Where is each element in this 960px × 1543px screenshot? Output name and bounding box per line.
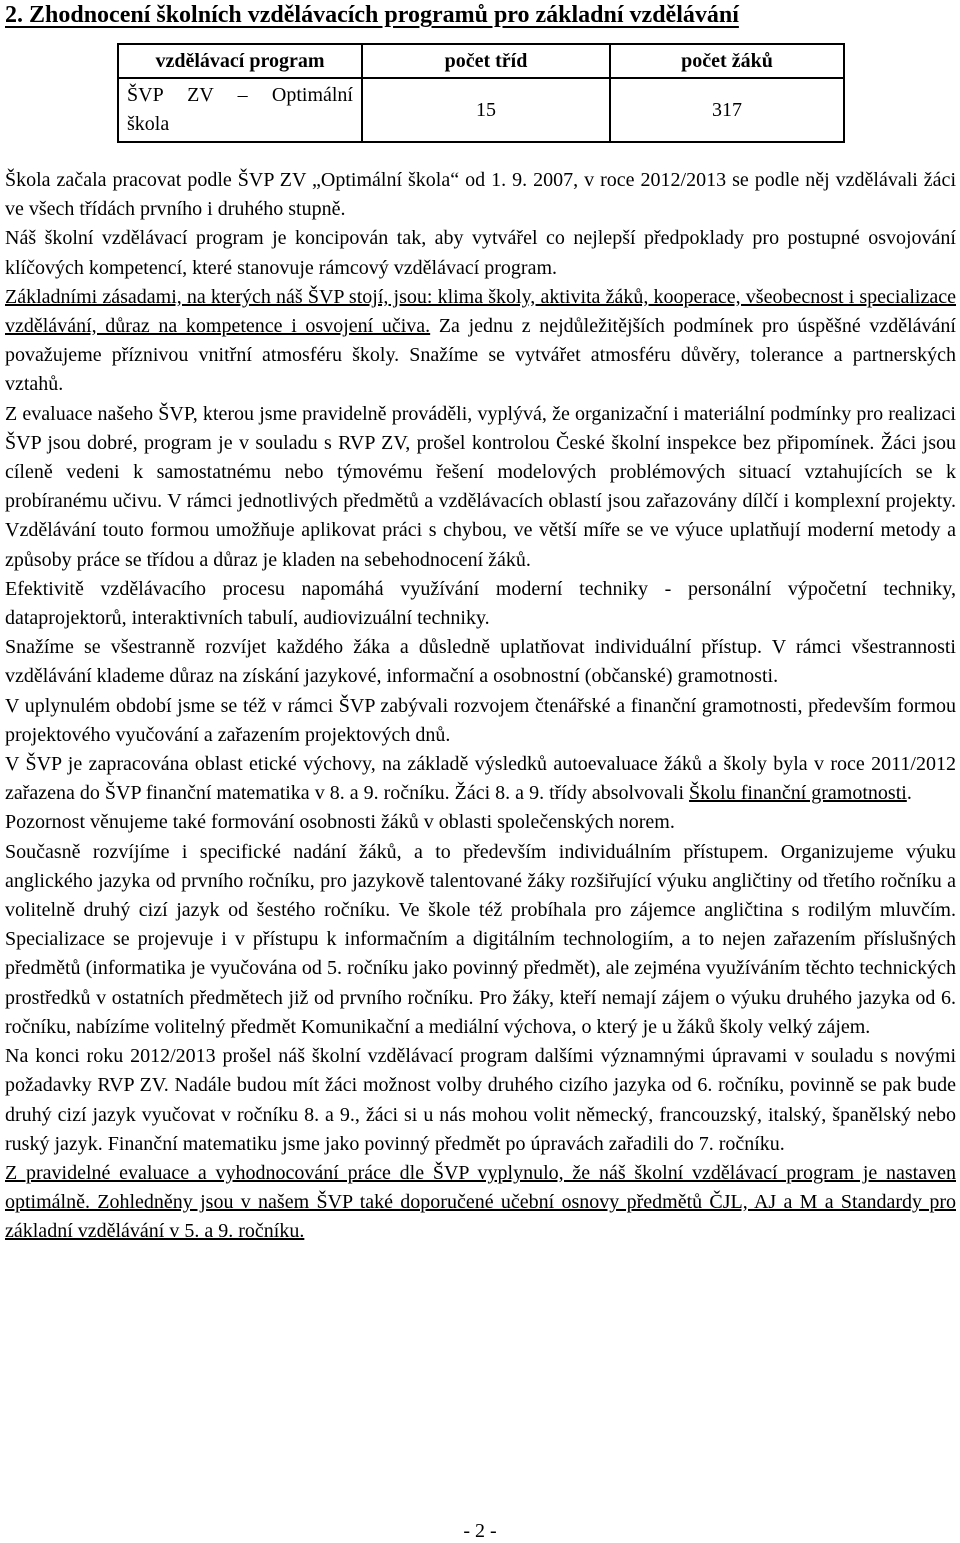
paragraph-specific-talent: Současně rozvíjíme i specifické nadání žáků, a to především individuálním přístupem. Organizujeme výuku anglického jazyka od prvního ročníku, pro jazykově talentované žáky rozšiřující výuku angličtiny od třetího ročníku a volitelně druhý cizí jazyk od šestého ročníku. Ve škole též probíhala pro zájemce angličtina s rodilým mluvčím. Specializace se projevuje i v přístupu k informačním a digitálním technologiím, a to nejen zařazením příslušných předmětů (informatika je vyučována od 5. ročníku jako povinný předmět), ale zejména využíváním těchto technických prostředků v ostatních předmětech již od prvního ročníku. Pro žáky, kteří nemají zájem o výuku druhého jazyka od 6. ročníku, nabízíme volitelný předmět Komunikační a mediální výchova, o který je u žáků školy velký zájem. — [5, 840, 956, 1038]
page-number: - 2 - — [463, 1520, 497, 1542]
classes-count: 15 — [362, 78, 610, 142]
paragraph-social-norms: Pozornost věnujeme také formování osobnosti žáků v oblasti společenských norem. — [5, 811, 675, 834]
paragraph-principles — [5, 283, 956, 400]
paragraph-conclusion: Z pravidelné evaluace a vyhodnocování práce dle ŠVP vyplynulo, že náš školní vzdělávací program je nastaven optimálně. Zohledněny jsou v našem ŠVP také doporučené učební osnovy předmětů ČJL, AJ a M a Standardy pro základní vzdělávání v 5. a 9. ročníku. — [5, 1161, 956, 1243]
paragraph-literacy: V uplynulém období jsme se též v rámci ŠVP zabývali rozvojem čtenářské a finanční gramotnosti, především formou projektového vyučování a zařazením projektových dnů. — [5, 694, 956, 746]
body-text — [5, 166, 956, 1247]
paragraph-start-date: Škola začala pracovat podle ŠVP ZV „Optimální škola“ od 1. 9. 2007, v roce 2012/2013 se podle něj vzdělávali žáci ve všech třídách prvního i druhého stupně. — [5, 169, 956, 221]
paragraph-program-concept: Náš školní vzdělávací program je koncipován tak, aby vytvářel co nejlepší předpoklady pro postupné osvojování klíčových kompetencí, které stanovuje rámcový vzdělávací program. — [5, 227, 956, 279]
paragraph-technology: Efektivitě vzdělávacího procesu napomáhá využívání moderní techniky - personální výpočetní techniky, dataprojektorů, interaktivních tabulí, audiovizuální techniky. — [5, 577, 956, 630]
ethics-end: . — [906, 782, 912, 805]
program-name-line1: ŠVP ZV – Optimální — [127, 84, 353, 106]
section-heading: 2. Zhodnocení školních vzdělávacích programů pro základní vzdělávání — [5, 2, 739, 28]
program-table — [117, 43, 845, 143]
program-name-cell — [118, 78, 362, 142]
header-program: vzdělávací program — [118, 44, 362, 78]
principles-rest: Za jednu z nejdůležitějších podmínek pro úspěšné vzdělávání považujeme příznivou vnitřní atmosféru školy. Snažíme se vytvářet atmosféru důvěry, tolerance a partnerských vztahů. — [5, 315, 956, 396]
header-pupils: počet žáků — [610, 44, 844, 78]
paragraph-ethics — [5, 750, 956, 808]
table-row — [118, 78, 844, 142]
financial-literacy-link[interactable]: Školu finanční gramotnosti — [689, 782, 907, 805]
table-header-row — [118, 44, 844, 78]
pupils-count: 317 — [610, 78, 844, 142]
ethics-text: V ŠVP je zapracována oblast etické výchovy, na základě výsledků autoevaluace žáků a školy byla v roce 2011/2012 zařazena do ŠVP finanční matematika v 8. a 9. ročníku. Žáci 8. a 9. třídy absolvovali — [5, 753, 956, 805]
principles-underlined: Základními zásadami, na kterých náš ŠVP stojí, jsou: klima školy, aktivita žáků, kooperace, všeobecnost i specializace vzdělávání, důraz na kompetence i osvojení učiva. — [5, 285, 956, 338]
header-classes: počet tříd — [362, 44, 610, 78]
program-name-line2: škola — [127, 113, 170, 135]
paragraph-individual-approach: Snažíme se všestranně rozvíjet každého žáka a důsledně uplatňovat individuální přístup. V rámci všestrannosti vzdělávání klademe důraz na získání jazykové, informační a osobnostní (občanské) gramotnosti. — [5, 636, 956, 688]
paragraph-evaluation: Z evaluace našeho ŠVP, kterou jsme pravidelně prováděli, vyplývá, že organizační i materiální podmínky pro realizaci ŠVP jsou dobré, program je v souladu s RVP ZV, prošel kontrolou České školní inspekce bez připomínek. Žáci jsou cíleně vedeni k samostatnému nebo týmovému řešení modelových problémových situací vztahujících se k probíranému učivu. V rámci jednotlivých předmětů a vzdělávacích oblastí jsou zařazovány dílčí i komplexní projekty. Vzdělávání touto formou umožňuje aplikovat práci s chybou, ve větší míře se ve výuce uplatňují moderní metody a způsoby práce se třídou a důraz je kladen na sebehodnocení žáků. — [5, 402, 956, 571]
paragraph-program-changes: Na konci roku 2012/2013 prošel náš školní vzdělávací program dalšími významnými úpravami v souladu s novými požadavky RVP ZV. Nadále budou mít žáci možnost volby druhého cizího jazyka od 6. ročníku, povinně se pak bude druhý cizí jazyk vyučovat v ročníku 8. a 9., žáci si u nás mohou volit německý, francouzský, italský, španělský nebo ruský jazyk. Finanční matematiku jsme jako povinný předmět po úpravách zařadili do 7. ročníku. — [5, 1045, 956, 1155]
